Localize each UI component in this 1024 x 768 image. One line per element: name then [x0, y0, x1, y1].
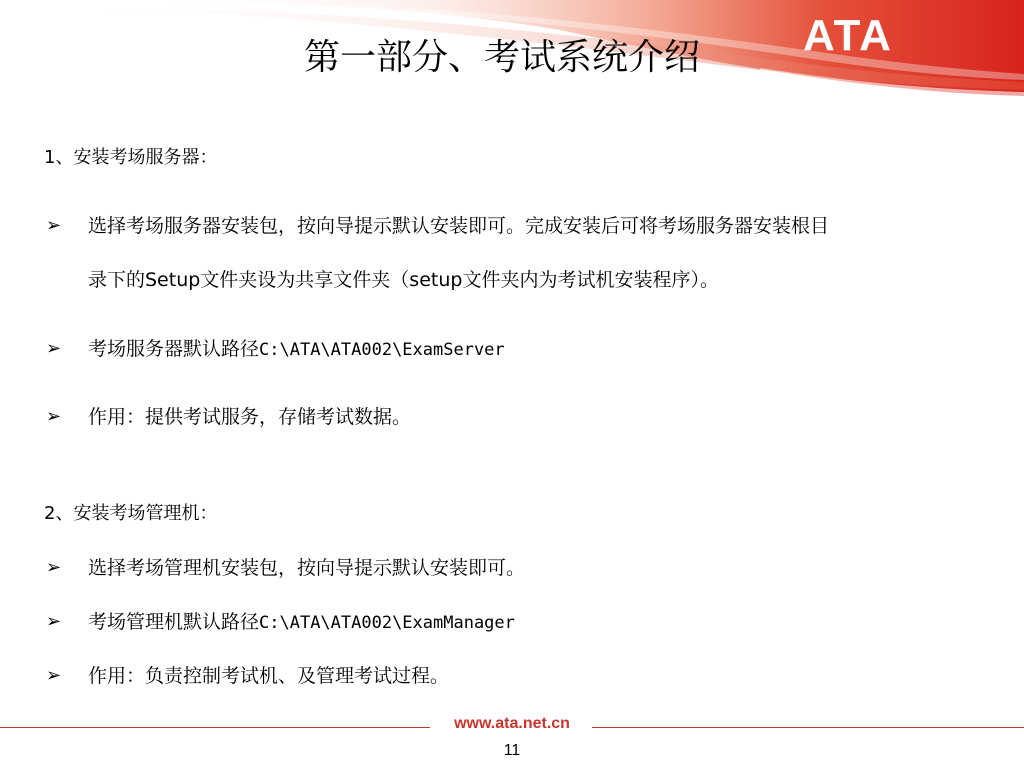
- ata-logo: ATA: [803, 11, 893, 60]
- s2-bullet-2: [88, 608, 515, 637]
- s2-bullet-2-path: C:\ATA\ATA002\ExamManager: [259, 613, 515, 633]
- s2-bullet-3: 作用：负责控制考试机、及管理考试过程。: [88, 665, 450, 687]
- bullet-arrow-icon: ➢: [46, 557, 62, 578]
- s1-bullet-3: 作用：提供考试服务，存储考试数据。: [88, 406, 412, 428]
- page-title: 第一部分、考试系统介绍: [303, 37, 700, 78]
- bullet-arrow-icon: ➢: [46, 611, 62, 632]
- s2-bullet-2-label: 考场管理机默认路径: [88, 611, 260, 633]
- s1-bullet-2-label: 考场服务器默认路径: [88, 338, 260, 360]
- section-heading-2: 2、安装考场管理机：: [44, 503, 218, 524]
- page-number: 11: [503, 742, 521, 759]
- section-heading-1: 1、安装考场服务器：: [44, 147, 218, 168]
- footer-website-url: www.ata.net.cn: [454, 715, 570, 732]
- s1-bullet-1-line-1: 选择考场服务器安装包，按向导提示默认安装即可。完成安装后可将考场服务器安装根目: [88, 215, 830, 237]
- s1-bullet-2: [88, 335, 505, 364]
- bullet-arrow-icon: ➢: [46, 406, 62, 427]
- bullet-arrow-icon: ➢: [46, 665, 62, 686]
- s1-bullet-2-path: C:\ATA\ATA002\ExamServer: [259, 340, 505, 360]
- bullet-arrow-icon: ➢: [46, 215, 62, 236]
- s1-bullet-1-line-2: 录下的Setup文件夹设为共享文件夹（setup文件夹内为考试机安装程序）。: [88, 269, 719, 291]
- bullet-arrow-icon: ➢: [46, 338, 62, 359]
- s2-bullet-1: 选择考场管理机安装包，按向导提示默认安装即可。: [88, 557, 526, 579]
